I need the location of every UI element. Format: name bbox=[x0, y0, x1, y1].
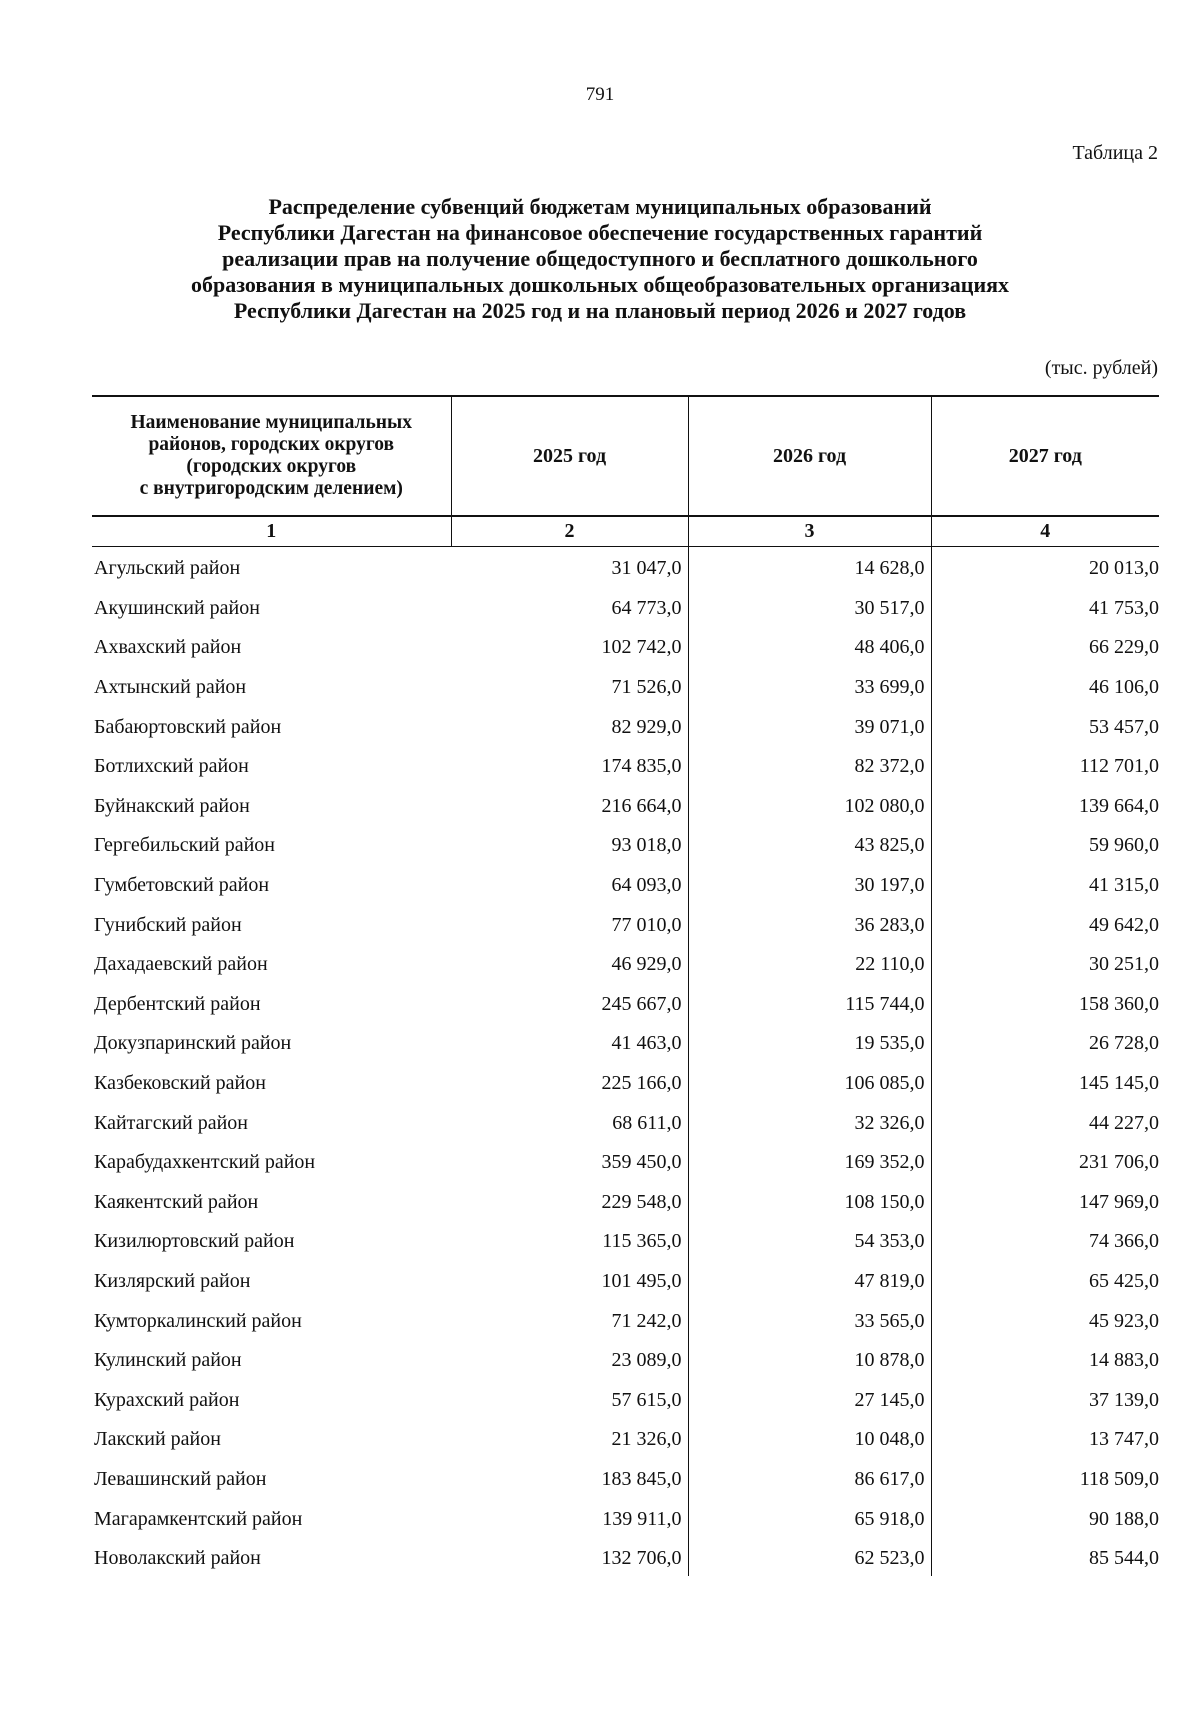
table-row bbox=[92, 785, 1159, 825]
value-2025: 77 010,0 bbox=[451, 903, 688, 943]
value-2026: 108 150,0 bbox=[688, 1181, 931, 1221]
title-line: Республики Дагестан на 2025 год и на плановый период 2026 и 2027 годов bbox=[233, 298, 967, 323]
table-row bbox=[92, 1181, 1159, 1221]
table-row bbox=[92, 1537, 1159, 1577]
table-row bbox=[92, 745, 1159, 785]
table-header-row bbox=[92, 396, 1159, 516]
value-2026: 169 352,0 bbox=[688, 1141, 931, 1181]
value-2026: 39 071,0 bbox=[688, 705, 931, 745]
value-2026: 43 825,0 bbox=[688, 824, 931, 864]
table-row bbox=[92, 983, 1159, 1023]
value-2026: 14 628,0 bbox=[688, 547, 931, 587]
value-2027: 14 883,0 bbox=[1089, 1349, 1159, 1372]
municipality-name: Карабудахкентский район bbox=[94, 1151, 316, 1174]
table-row bbox=[92, 1299, 1159, 1339]
value-2025: 21 326,0 bbox=[451, 1418, 688, 1458]
value-2025: 216 664,0 bbox=[451, 785, 688, 825]
value-2027: 145 145,0 bbox=[1079, 1072, 1159, 1095]
value-2027: 46 106,0 bbox=[1089, 676, 1159, 699]
value-2025: 64 773,0 bbox=[451, 587, 688, 627]
value-2027: 90 188,0 bbox=[1089, 1507, 1159, 1530]
municipality-name: Казбековский район bbox=[94, 1072, 266, 1095]
table-row bbox=[92, 666, 1159, 706]
value-2025: 64 093,0 bbox=[451, 864, 688, 904]
value-2026: 10 048,0 bbox=[688, 1418, 931, 1458]
value-2027: 20 013,0 bbox=[1089, 557, 1159, 580]
municipality-name: Левашинский район bbox=[94, 1467, 267, 1490]
table-label: Таблица 2 bbox=[1072, 142, 1158, 164]
value-2027: 112 701,0 bbox=[1079, 755, 1159, 778]
value-2026: 65 918,0 bbox=[688, 1497, 931, 1537]
value-2027: 65 425,0 bbox=[1089, 1269, 1159, 1292]
value-2026: 10 878,0 bbox=[688, 1339, 931, 1379]
municipality-name: Ахтынский район bbox=[94, 676, 247, 699]
municipality-name: Лакский район bbox=[94, 1428, 221, 1451]
municipality-name: Бабаюртовский район bbox=[94, 715, 282, 738]
table-row bbox=[92, 547, 1159, 587]
document-title bbox=[90, 194, 1110, 324]
municipality-name: Гунибский район bbox=[94, 913, 242, 936]
header-line: Наименование муниципальных bbox=[130, 412, 412, 433]
title-line: образования в муниципальных дошкольных общеобразовательных организациях bbox=[190, 272, 1010, 297]
column-number: 4 bbox=[931, 516, 1159, 547]
value-2025: 57 615,0 bbox=[451, 1378, 688, 1418]
table-body bbox=[92, 547, 1159, 1577]
value-2025: 174 835,0 bbox=[451, 745, 688, 785]
header-municipality bbox=[92, 396, 451, 516]
value-2027: 85 544,0 bbox=[1089, 1547, 1159, 1570]
table-row bbox=[92, 1339, 1159, 1379]
municipality-name: Кулинский район bbox=[94, 1349, 242, 1372]
municipality-name: Гергебильский район bbox=[94, 834, 275, 857]
value-2027: 13 747,0 bbox=[1089, 1428, 1159, 1451]
table-row bbox=[92, 1458, 1159, 1498]
municipality-name: Магарамкентский район bbox=[94, 1507, 303, 1530]
value-2026: 27 145,0 bbox=[688, 1378, 931, 1418]
value-2025: 245 667,0 bbox=[451, 983, 688, 1023]
value-2025: 101 495,0 bbox=[451, 1260, 688, 1300]
value-2025: 139 911,0 bbox=[451, 1497, 688, 1537]
header-year-2025: 2025 год bbox=[451, 396, 688, 516]
table-row bbox=[92, 1101, 1159, 1141]
value-2027: 41 315,0 bbox=[1089, 874, 1159, 897]
value-2026: 106 085,0 bbox=[688, 1062, 931, 1102]
column-number: 1 bbox=[92, 516, 451, 547]
value-2026: 54 353,0 bbox=[688, 1220, 931, 1260]
table-row bbox=[92, 626, 1159, 666]
table-row bbox=[92, 1260, 1159, 1300]
municipality-name: Кизлярский район bbox=[94, 1269, 251, 1292]
title-line: реализации прав на получение общедоступного и бесплатного дошкольного bbox=[222, 246, 978, 271]
value-2027: 139 664,0 bbox=[1079, 794, 1159, 817]
value-2026: 33 699,0 bbox=[688, 666, 931, 706]
municipality-name: Ботлихский район bbox=[94, 755, 249, 778]
municipality-name: Дахадаевский район bbox=[94, 953, 268, 976]
value-2025: 68 611,0 bbox=[451, 1101, 688, 1141]
value-2026: 30 197,0 bbox=[688, 864, 931, 904]
value-2026: 32 326,0 bbox=[688, 1101, 931, 1141]
value-2027: 59 960,0 bbox=[1089, 834, 1159, 857]
value-2026: 82 372,0 bbox=[688, 745, 931, 785]
value-2025: 46 929,0 bbox=[451, 943, 688, 983]
municipality-name: Ахвахский район bbox=[94, 636, 242, 659]
value-2027: 45 923,0 bbox=[1089, 1309, 1159, 1332]
municipality-name: Новолакский район bbox=[94, 1547, 261, 1570]
value-2025: 359 450,0 bbox=[451, 1141, 688, 1181]
header-line: (городских округов bbox=[186, 456, 357, 477]
page-number: 791 bbox=[585, 84, 615, 105]
header-year-2026: 2026 год bbox=[688, 396, 931, 516]
value-2025: 31 047,0 bbox=[451, 547, 688, 587]
table-row bbox=[92, 943, 1159, 983]
value-2025: 71 242,0 bbox=[451, 1299, 688, 1339]
table-row bbox=[92, 587, 1159, 627]
value-2027: 53 457,0 bbox=[1089, 715, 1159, 738]
municipality-name: Дербентский район bbox=[94, 992, 261, 1015]
column-number: 2 bbox=[451, 516, 688, 547]
table-row bbox=[92, 1022, 1159, 1062]
header-year-2027: 2027 год bbox=[931, 396, 1159, 516]
municipality-name: Агульский район bbox=[94, 557, 241, 580]
value-2027: 44 227,0 bbox=[1089, 1111, 1159, 1134]
value-2027: 37 139,0 bbox=[1089, 1388, 1159, 1411]
municipality-name: Кайтагский район bbox=[94, 1111, 249, 1134]
table-row bbox=[92, 1220, 1159, 1260]
value-2026: 115 744,0 bbox=[688, 983, 931, 1023]
value-2027: 49 642,0 bbox=[1089, 913, 1159, 936]
value-2025: 93 018,0 bbox=[451, 824, 688, 864]
table-row bbox=[92, 903, 1159, 943]
municipality-name: Курахский район bbox=[94, 1388, 240, 1411]
value-2025: 71 526,0 bbox=[451, 666, 688, 706]
value-2027: 158 360,0 bbox=[1079, 992, 1159, 1015]
table-row bbox=[92, 1497, 1159, 1537]
table-row bbox=[92, 864, 1159, 904]
municipality-name: Докузпаринский район bbox=[94, 1032, 292, 1055]
title-line: Республики Дагестан на финансовое обеспечение государственных гарантий bbox=[217, 220, 983, 245]
value-2025: 102 742,0 bbox=[451, 626, 688, 666]
value-2026: 30 517,0 bbox=[688, 587, 931, 627]
value-2025: 225 166,0 bbox=[451, 1062, 688, 1102]
table-row bbox=[92, 824, 1159, 864]
value-2026: 33 565,0 bbox=[688, 1299, 931, 1339]
value-2026: 48 406,0 bbox=[688, 626, 931, 666]
value-2027: 231 706,0 bbox=[1079, 1151, 1159, 1174]
municipality-name: Буйнакский район bbox=[94, 794, 250, 817]
value-2027: 41 753,0 bbox=[1089, 596, 1159, 619]
table-row bbox=[92, 1062, 1159, 1102]
column-number: 3 bbox=[688, 516, 931, 547]
value-2025: 229 548,0 bbox=[451, 1181, 688, 1221]
municipality-name: Каякентский район bbox=[94, 1190, 259, 1213]
value-2025: 23 089,0 bbox=[451, 1339, 688, 1379]
table-row bbox=[92, 1378, 1159, 1418]
municipality-name: Кизилюртовский район bbox=[94, 1230, 295, 1253]
title-line: Распределение субвенций бюджетам муниципальных образований bbox=[268, 194, 932, 219]
municipality-name: Акушинский район bbox=[94, 596, 260, 619]
subvention-table bbox=[92, 395, 1159, 1576]
value-2026: 102 080,0 bbox=[688, 785, 931, 825]
value-2025: 115 365,0 bbox=[451, 1220, 688, 1260]
value-2027: 118 509,0 bbox=[1079, 1467, 1159, 1490]
value-2025: 132 706,0 bbox=[451, 1537, 688, 1577]
value-2026: 47 819,0 bbox=[688, 1260, 931, 1300]
value-2025: 82 929,0 bbox=[451, 705, 688, 745]
unit-note: (тыс. рублей) bbox=[1044, 357, 1158, 379]
header-line: с внутригородским делением) bbox=[139, 478, 403, 499]
value-2026: 86 617,0 bbox=[688, 1458, 931, 1498]
table-row bbox=[92, 1141, 1159, 1181]
value-2026: 36 283,0 bbox=[688, 903, 931, 943]
value-2026: 62 523,0 bbox=[688, 1537, 931, 1577]
value-2026: 19 535,0 bbox=[688, 1022, 931, 1062]
table-row bbox=[92, 705, 1159, 745]
municipality-name: Гумбетовский район bbox=[94, 874, 270, 897]
value-2027: 74 366,0 bbox=[1089, 1230, 1159, 1253]
value-2025: 183 845,0 bbox=[451, 1458, 688, 1498]
value-2027: 26 728,0 bbox=[1089, 1032, 1159, 1055]
municipality-name: Кумторкалинский район bbox=[94, 1309, 302, 1332]
value-2026: 22 110,0 bbox=[688, 943, 931, 983]
value-2027: 30 251,0 bbox=[1089, 953, 1159, 976]
value-2027: 147 969,0 bbox=[1079, 1190, 1159, 1213]
header-line: районов, городских округов bbox=[148, 434, 395, 455]
column-number-row bbox=[92, 516, 1159, 547]
value-2027: 66 229,0 bbox=[1089, 636, 1159, 659]
table-row bbox=[92, 1418, 1159, 1458]
value-2025: 41 463,0 bbox=[451, 1022, 688, 1062]
